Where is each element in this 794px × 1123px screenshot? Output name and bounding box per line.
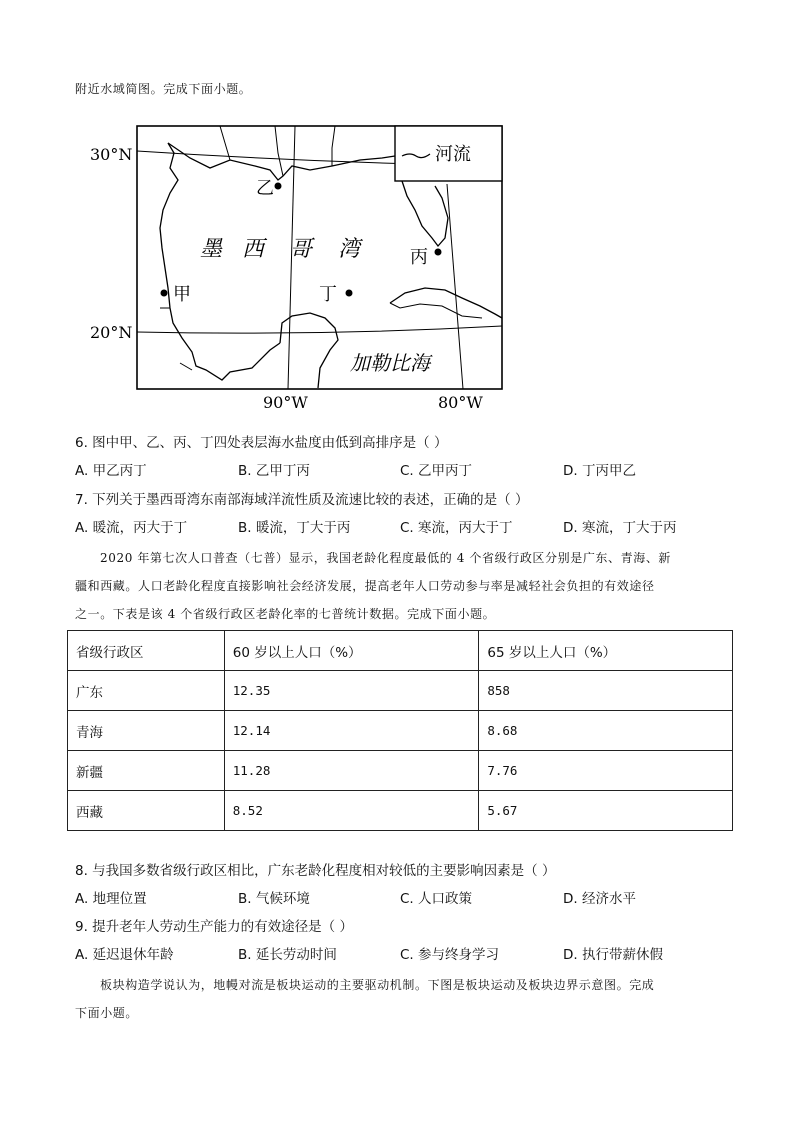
aging-rate-table <box>67 630 733 831</box>
q9-option-c[interactable]: C. 参与终身学习 <box>400 947 500 963</box>
coastline-north <box>168 143 395 180</box>
passage3-line-1: 板块构造学说认为，地幔对流是板块运动的主要驱动机制。下图是板块运动及板块边界示意图。完成 <box>100 978 655 992</box>
gulf-label-1: 墨 <box>200 237 223 262</box>
legend-label: 河流 <box>435 144 471 165</box>
graticule-80w <box>447 184 463 389</box>
passage3-line-2: 下面小题。 <box>75 1006 139 1020</box>
q8-option-d[interactable]: D. 经济水平 <box>563 891 636 907</box>
q8-option-a[interactable]: A. 地理位置 <box>75 891 147 907</box>
q8-option-c[interactable]: C. 人口政策 <box>400 891 473 907</box>
table-cell-region: 广东 <box>68 671 225 711</box>
q9-stem: 9. 提升老年人劳动生产能力的有效途径是（ ） <box>75 919 353 935</box>
q9-option-d[interactable]: D. 执行带薪休假 <box>563 947 663 963</box>
q7-stem: 7. 下列关于墨西哥湾东南部海域洋流性质及流速比较的表述，正确的是（ ） <box>75 492 529 508</box>
point-bing-label: 丙 <box>410 247 428 268</box>
caribbean-label: 加勒比海 <box>350 351 430 375</box>
table-cell-value: 858 <box>479 671 733 711</box>
lat-20-label: 20°N <box>90 323 133 342</box>
lon-90-label: 90°W <box>263 393 308 412</box>
q8-option-b[interactable]: B. 气候环境 <box>238 891 310 907</box>
cuba-coast <box>390 288 502 318</box>
lat-30-label: 30°N <box>90 145 133 164</box>
q7-option-a[interactable]: A. 暖流，丙大于丁 <box>75 520 188 536</box>
q6-stem: 6. 图中甲、乙、丙、丁四处表层海水盐度由低到高排序是（ ） <box>75 435 448 451</box>
table-cell-value: 5.67 <box>479 791 733 831</box>
passage2-line-2: 疆和西藏。人口老龄化程度直接影响社会经济发展，提高老年人口劳动参与率是减轻社会负担的有效途径 <box>75 579 655 593</box>
table-row <box>68 791 733 831</box>
q6-option-b[interactable]: B. 乙甲丁丙 <box>238 463 310 479</box>
table-row <box>68 751 733 791</box>
florida-peninsula <box>402 181 448 246</box>
point-jia-label: 甲 <box>173 284 191 305</box>
passage2-line-1: 2020 年第七次人口普查（七普）显示，我国老龄化程度最低的 4 个省级行政区分别是广东、青海、新 <box>100 551 672 565</box>
table-row <box>68 671 733 711</box>
q6-option-d[interactable]: D. 丁丙甲乙 <box>563 463 636 479</box>
point-ding-marker <box>346 290 353 297</box>
point-jia-marker <box>161 290 168 297</box>
table-cell-value: 7.76 <box>479 751 733 791</box>
table-cell-region: 西藏 <box>68 791 225 831</box>
table-row <box>68 711 733 751</box>
gulf-of-mexico-map <box>70 118 510 418</box>
intro-text: 附近水域简图。完成下面小题。 <box>75 82 252 96</box>
point-bing-marker <box>435 249 442 256</box>
cuba-coast-south <box>390 303 482 318</box>
table-header-cell: 省级行政区 <box>68 631 225 671</box>
gulf-label-4: 湾 <box>338 237 361 262</box>
table-cell-value: 12.35 <box>224 671 479 711</box>
river-mississippi <box>275 126 283 176</box>
table-cell-region: 新疆 <box>68 751 225 791</box>
q9-option-b[interactable]: B. 延长劳动时间 <box>238 947 337 963</box>
river-southwest <box>180 363 192 370</box>
gulf-label-3: 哥 <box>290 237 313 262</box>
table-cell-value: 11.28 <box>224 751 479 791</box>
q9-option-a[interactable]: A. 延迟退休年龄 <box>75 947 174 963</box>
table-cell-value: 12.14 <box>224 711 479 751</box>
river-north-2 <box>332 126 335 166</box>
table-cell-value: 8.68 <box>479 711 733 751</box>
point-yi-label: 乙 <box>256 178 274 199</box>
q7-option-b[interactable]: B. 暖流，丁大于丙 <box>238 520 351 536</box>
table-cell-value: 8.52 <box>224 791 479 831</box>
gulf-label-2: 西 <box>242 237 265 262</box>
q6-option-c[interactable]: C. 乙甲丙丁 <box>400 463 473 479</box>
point-yi-marker <box>275 183 282 190</box>
q7-option-d[interactable]: D. 寒流，丁大于丙 <box>563 520 677 536</box>
graticule-20n <box>137 326 502 333</box>
lon-80-label: 80°W <box>438 393 483 412</box>
river-north-1 <box>220 126 230 160</box>
point-ding-label: 丁 <box>319 284 337 305</box>
table-header-cell: 60 岁以上人口（%） <box>224 631 479 671</box>
passage2-line-3: 之一。下表是该 4 个省级行政区老龄化率的七普统计数据。完成下面小题。 <box>75 607 496 621</box>
q7-option-c[interactable]: C. 寒流，丙大于丁 <box>400 520 513 536</box>
table-cell-region: 青海 <box>68 711 225 751</box>
q6-option-a[interactable]: A. 甲乙丙丁 <box>75 463 147 479</box>
table-header-row <box>68 631 733 671</box>
q8-stem: 8. 与我国多数省级行政区相比，广东老龄化程度相对较低的主要影响因素是（ ） <box>75 863 556 879</box>
table-header-cell: 65 岁以上人口（%） <box>479 631 733 671</box>
